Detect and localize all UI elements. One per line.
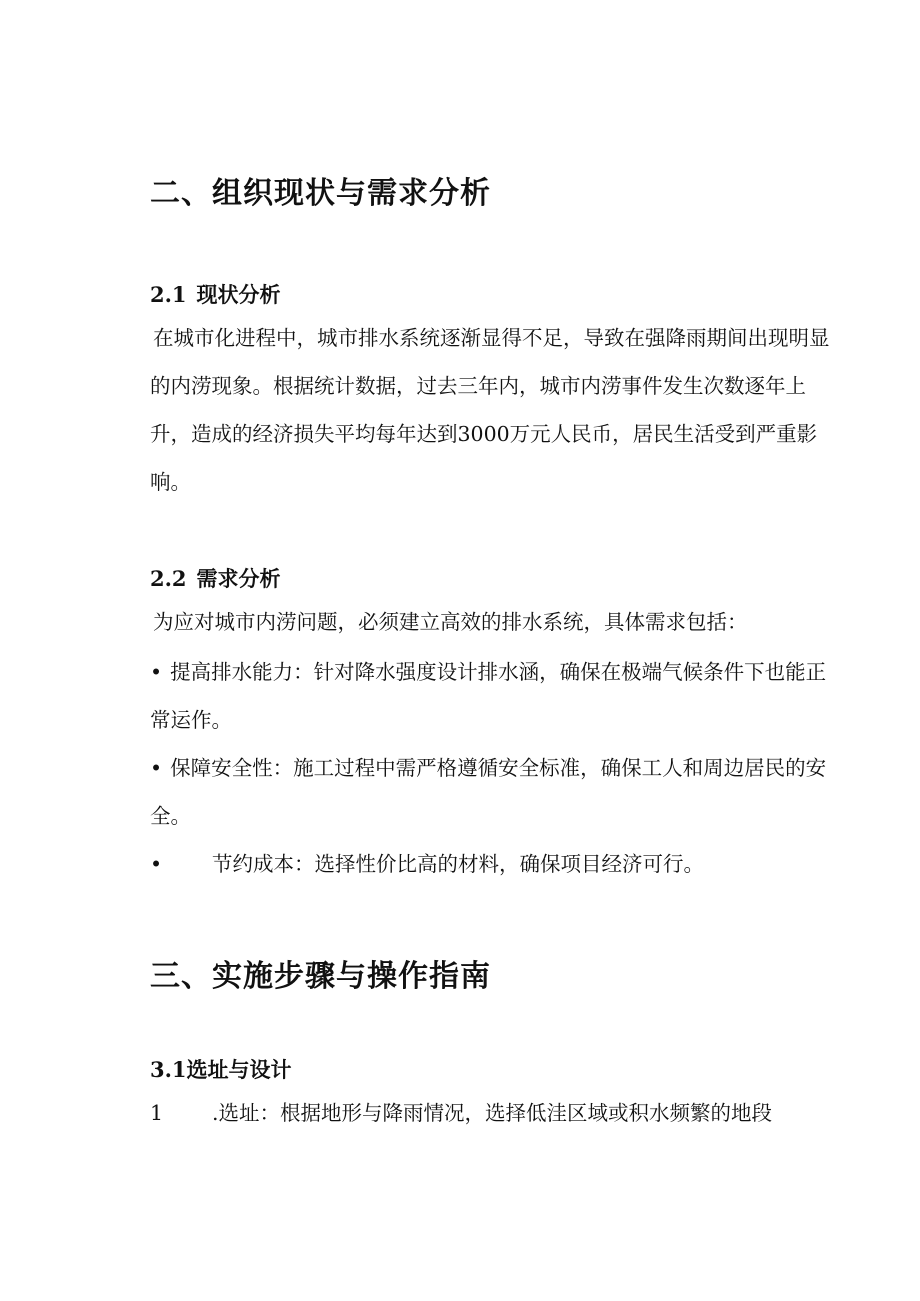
needs-bullet-item — [150, 840, 830, 888]
subsection-2-1-title: 现状分析 — [196, 282, 281, 307]
section-3-title: 三、实施步骤与操作指南 — [150, 959, 491, 994]
needs-bullet-item — [150, 648, 830, 744]
needs-bullet-text: 节约成本：选择性价比高的材料，确保项目经济可行。 — [212, 852, 704, 876]
subsection-2-2-heading — [150, 563, 281, 593]
bullet-icon: • — [150, 660, 163, 684]
needs-bullet-text: 提高排水能力：针对降水强度设计排水涵，确保在极端气候条件下也能正常运作。 — [150, 660, 827, 732]
needs-bullet-item — [150, 744, 830, 840]
subsection-2-2-number: 2.2 — [150, 566, 187, 591]
subsection-2-1-heading — [150, 279, 281, 309]
bullet-icon: • — [150, 852, 163, 876]
subsection-3-1-heading: 3.1选址与设计 — [150, 1057, 292, 1082]
subsection-2-1-number: 2.1 — [150, 282, 187, 307]
needs-bullet-text: 保障安全性：施工过程中需严格遵循安全标准，确保工人和周边居民的安全。 — [150, 756, 827, 828]
bullet-icon: • — [150, 756, 163, 780]
status-analysis-paragraph: 在城市化进程中，城市排水系统逐渐显得不足，导致在强降雨期间出现明显的内涝现象。根据统计数据，过去三年内，城市内涝事件发生次数逐年上升，造成的经济损失平均每年达到3000万元人民币，居民生活受到严重影响。 — [150, 326, 830, 494]
numbered-list-item — [150, 1089, 840, 1137]
list-item-text: .选址：根据地形与降雨情况，选择低洼区域或积水频繁的地段 — [212, 1101, 773, 1125]
subsection-2-2-title: 需求分析 — [196, 566, 281, 591]
list-item-number: 1 — [150, 1101, 164, 1125]
needs-intro-paragraph: 为应对城市内涝问题，必须建立高效的排水系统，具体需求包括： — [153, 610, 748, 634]
section-2-title: 二、组织现状与需求分析 — [150, 176, 491, 211]
